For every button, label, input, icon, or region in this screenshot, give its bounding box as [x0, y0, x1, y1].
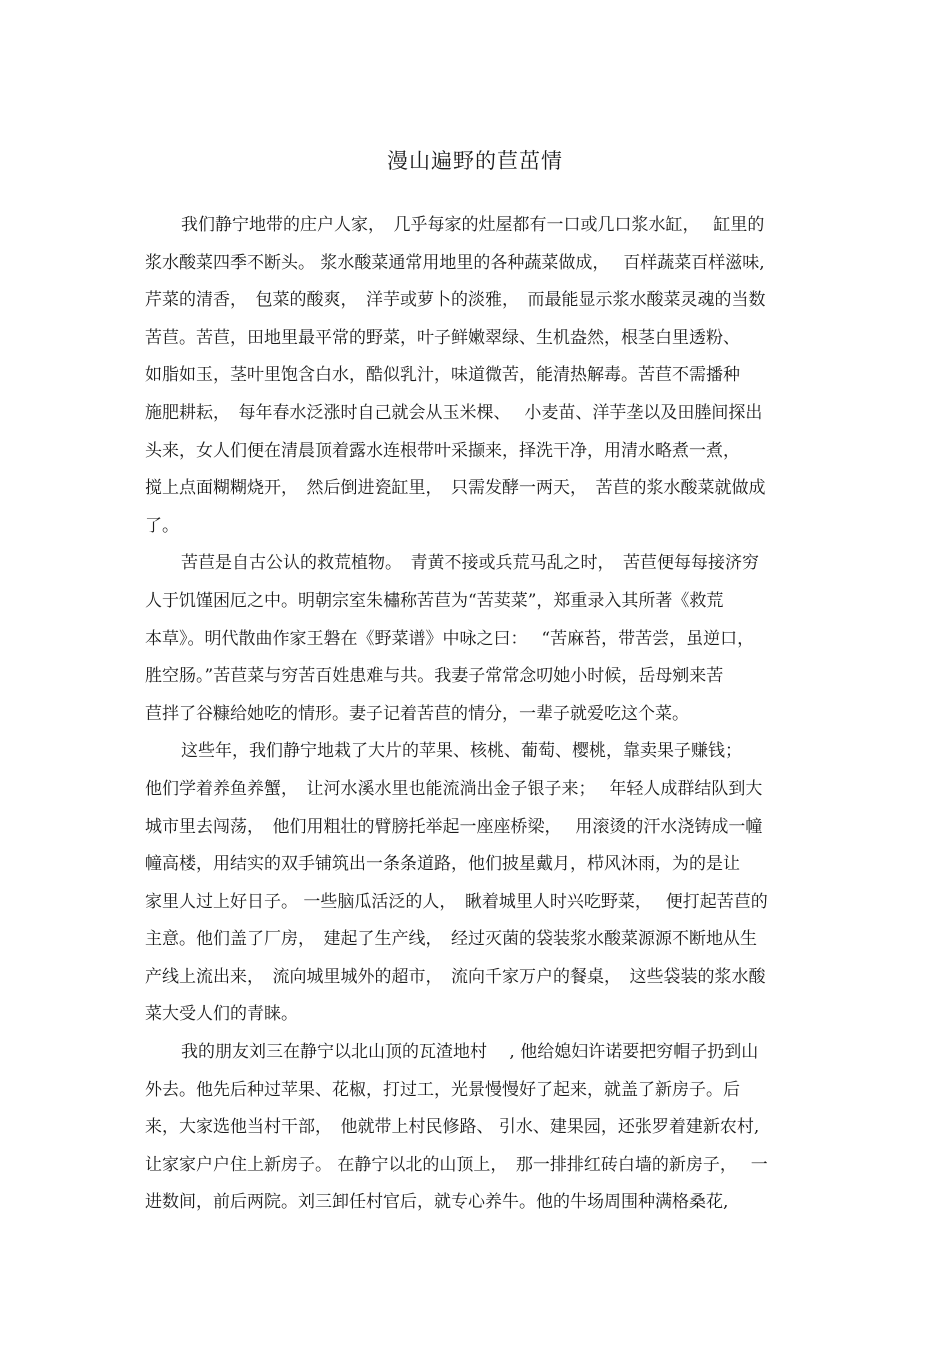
- text-line: 苦苣是自古公认的救荒植物。 青黄不接或兵荒马乱之时， 苦苣便每每接济穷: [181, 553, 759, 574]
- text-line: 如脂如玉，茎叶里饱含白水，酷似乳汁，味道微苦，能清热解毒。苦苣不需播种: [145, 365, 740, 386]
- text-line: 菜大受人们的青睐。: [145, 1004, 298, 1025]
- text-line: 人于饥馑困厄之中。明朝宗室朱橚称苦苣为“苦荬菜”，郑重录入其所著《救荒: [145, 590, 724, 611]
- text-line: 幢高楼，用结实的双手铺筑出一条条道路，他们披星戴月，栉风沐雨，为的是让: [145, 854, 740, 875]
- text-line: 外去。他先后种过苹果、花椒，打过工，光景慢慢好了起来，就盖了新房子。后: [145, 1079, 740, 1100]
- text-line: 搅上点面糊糊烧开， 然后倒进瓷缸里， 只需发酵一两天， 苦苣的浆水酸菜就做成: [145, 478, 766, 499]
- text-line: 浆水酸菜四季不断头。 浆水酸菜通常用地里的各种蔬菜做成， 百样蔬菜百样滋味,: [145, 252, 765, 273]
- text-line: 苣拌了谷糠给她吃的情形。妻子记着苦苣的情分，一辈子就爱吃这个菜。: [145, 703, 689, 724]
- document-title: 漫山遍野的苣茁情: [387, 149, 563, 173]
- text-line: 苦苣。苦苣，田地里最平常的野菜，叶子鲜嫩翠绿、生机盎然，根茎白里透粉、: [145, 327, 740, 348]
- text-line: 了。: [145, 515, 179, 536]
- text-line: 他们学着养鱼养蟹， 让河水溪水里也能流淌出金子银子来； 年轻人成群结队到大: [145, 778, 763, 799]
- text-line: 主意。他们盖了厂房， 建起了生产线， 经过灭菌的袋装浆水酸菜源源不断地从生: [145, 929, 757, 950]
- text-line: 让家家户户住上新房子。 在静宁以北的山顶上， 那一排排红砖白墙的新房子， 一: [145, 1154, 768, 1175]
- text-line: 这些年，我们静宁地栽了大片的苹果、核桃、葡萄、樱桃，靠卖果子赚钱；: [181, 741, 742, 762]
- text-line: 芹菜的清香， 包菜的酸爽， 洋芋或萝卜的淡雅， 而最能显示浆水酸菜灵魂的当数: [145, 290, 766, 311]
- text-line: 头来，女人们便在清晨顶着露水连根带叶采撷来，择洗干净，用清水略煮一煮，: [145, 440, 740, 461]
- document-body: [145, 207, 810, 1222]
- text-line: 家里人过上好日子。 一些脑瓜活泛的人， 瞅着城里人时兴吃野菜， 便打起苦苣的: [145, 891, 768, 912]
- text-line: 产线上流出来， 流向城里城外的超市， 流向千家万户的餐桌， 这些袋装的浆水酸: [145, 966, 766, 987]
- text-line: 施肥耕耘， 每年春水泛涨时自己就会从玉米棵、 小麦苗、洋芋垄以及田塍间探出: [145, 402, 763, 423]
- text-line: 进数间，前后两院。刘三卸任村官后，就专心养牛。他的牛场周围种满格桑花,: [145, 1192, 729, 1213]
- text-line: 城市里去闯荡， 他们用粗壮的臂膀托举起一座座桥梁， 用滚烫的汗水浇铸成一幢: [145, 816, 763, 837]
- text-line: 来，大家选他当村干部， 他就带上村民修路、 引水、建果园，还张罗着建新农村,: [145, 1117, 760, 1138]
- text-line: 我们静宁地带的庄户人家， 几乎每家的灶屋都有一口或几口浆水缸， 缸里的: [181, 215, 765, 235]
- text-line: 本草》。明代散曲作家王磐在《野菜谱》中咏之曰： “苦麻苔，带苦尝，虽逆口，: [145, 628, 755, 649]
- text-line: 我的朋友刘三在静宁以北山顶的瓦渣地村 , 他给媳妇许诺要把穷帽子扔到山: [181, 1042, 759, 1063]
- text-line: 胜空肠。”苦苣菜与穷苦百姓患难与共。我妻子常常念叨她小时候，岳母剜来苦: [145, 666, 724, 687]
